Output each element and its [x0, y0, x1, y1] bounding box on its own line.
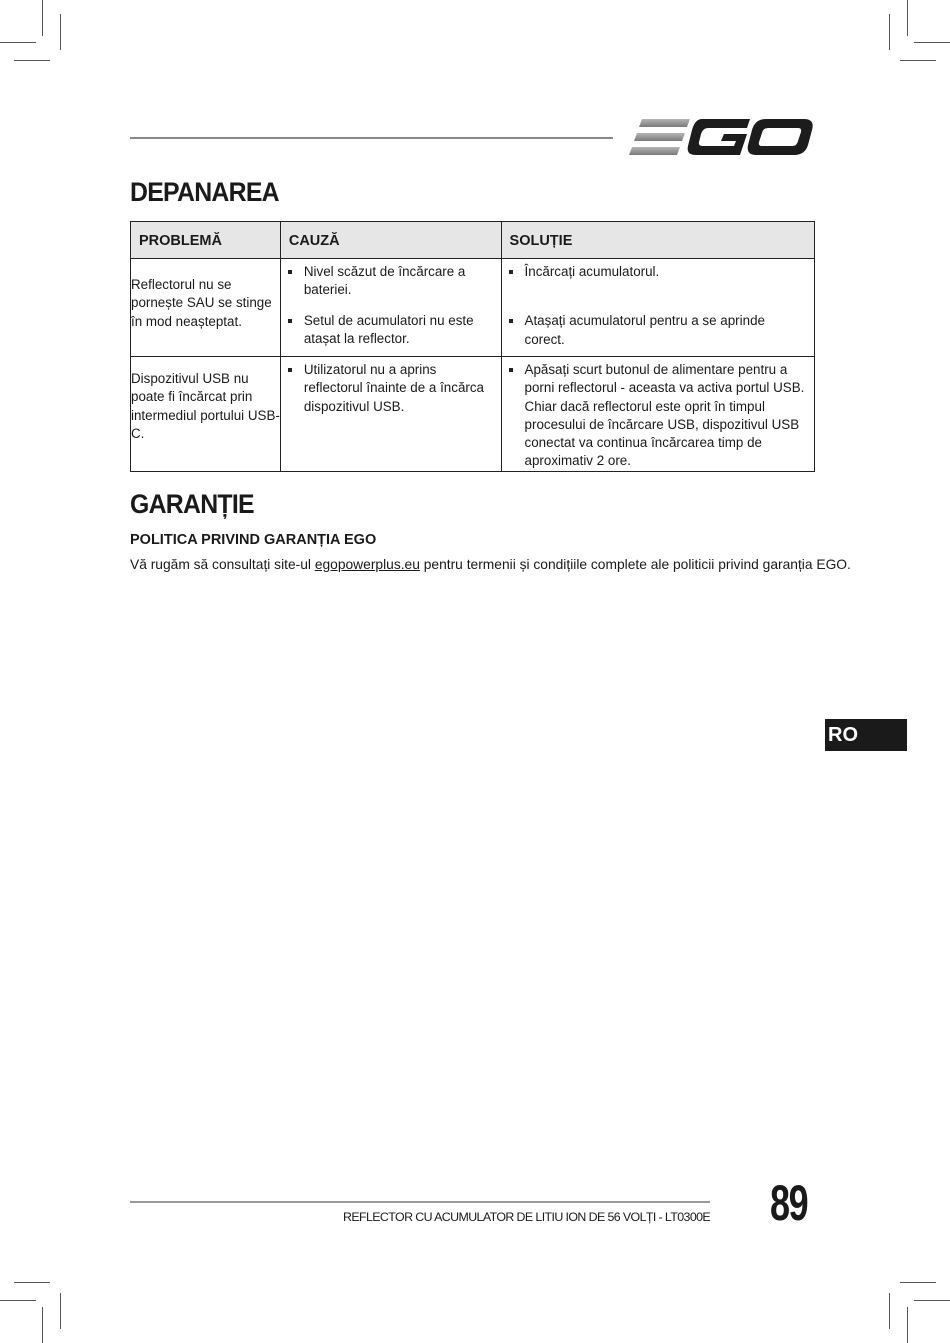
crop-mark	[889, 1293, 890, 1329]
warranty-policy-title: POLITICA PRIVIND GARANȚIA EGO	[130, 532, 377, 548]
column-header-problem: PROBLEMĂ	[131, 222, 281, 259]
footer-rule	[130, 1201, 710, 1203]
solution-item: Apăsați scurt butonul de alimentare pentru a porni reflectorul - aceasta va activa portul USB. Chiar dacă reflectorul este oprit în timpul procesului de încărcare USB, dispozitivul USB conectat va continua încărcarea timp de aproximativ 2 ore.	[502, 361, 814, 471]
column-header-cause: CAUZĂ	[280, 222, 501, 259]
cause-item: Setul de acumulatori nu este atașat la reflector.	[281, 312, 501, 349]
problem-cell: Dispozitivul USB nu poate fi încărcat prin intermediul portului USB-C.	[131, 371, 280, 441]
crop-mark	[907, 1307, 908, 1343]
header-rule	[130, 137, 613, 139]
page-number: 89	[770, 1175, 808, 1231]
crop-mark	[42, 1307, 43, 1343]
solution-item: Încărcați acumulatorul.	[502, 263, 814, 281]
troubleshooting-table	[130, 221, 815, 472]
cause-item: Utilizatorul nu a aprins reflectorul înainte de a încărca dispozitivul USB.	[281, 361, 501, 416]
crop-mark	[914, 42, 950, 43]
language-tab: RO	[825, 719, 907, 751]
crop-mark	[60, 14, 61, 50]
crop-mark	[900, 60, 936, 61]
crop-mark	[60, 1293, 61, 1329]
crop-mark	[914, 1300, 950, 1301]
crop-mark	[14, 60, 50, 61]
crop-mark	[889, 14, 890, 50]
troubleshooting-title: DEPANAREA	[130, 177, 279, 207]
ego-logo	[628, 116, 814, 160]
warranty-title: GARANȚIE	[130, 489, 254, 519]
table-row	[131, 357, 815, 472]
warranty-text-after: pentru termenii și condițiile complete ale politicii privind garanția EGO.	[419, 557, 851, 572]
warranty-text	[130, 557, 851, 572]
warranty-text-before: Vă rugăm să consultați site-ul	[130, 557, 315, 572]
solution-item: Atașați acumulatorul pentru a se aprinde corect.	[502, 312, 814, 349]
crop-mark	[907, 0, 908, 36]
column-header-solution: SOLUȚIE	[501, 222, 814, 259]
crop-mark	[0, 1300, 36, 1301]
crop-mark	[900, 1282, 936, 1283]
problem-cell: Reflectorul nu se pornește SAU se stinge în mod neașteptat.	[131, 277, 272, 329]
crop-mark	[14, 1282, 50, 1283]
footer-product-title: REFLECTOR CU ACUMULATOR DE LITIU ION DE 56 VOLȚI - LT0300E	[343, 1210, 711, 1224]
crop-mark	[0, 42, 36, 43]
cause-item: Nivel scăzut de încărcare a bateriei.	[281, 263, 501, 300]
warranty-link[interactable]: egopowerplus.eu	[314, 557, 420, 572]
table-row	[131, 259, 815, 357]
crop-mark	[42, 0, 43, 36]
